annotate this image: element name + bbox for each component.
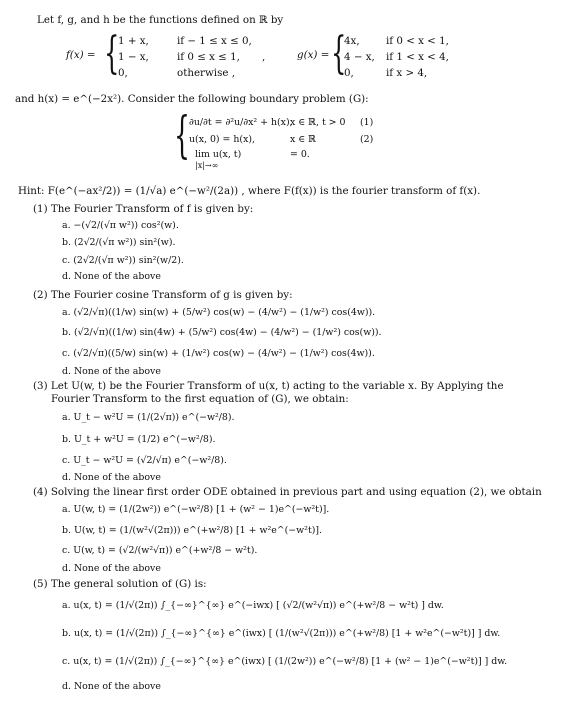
g-definition-lhs: g(x) =: [297, 49, 330, 61]
g-brace: {: [331, 28, 347, 79]
system-eq-1: ∂u/∂t = ∂²u/∂x² + h(x),: [189, 117, 293, 128]
g-case-1: 4x,: [344, 35, 360, 47]
question-3-option-b[interactable]: b. U_t + w²U = (1/2) e^(−w²/8).: [62, 434, 216, 445]
question-3-option-d[interactable]: d. None of the above: [62, 472, 161, 483]
h-definition: and h(x) = e^(−2x²). Consider the following boundary problem (G):: [15, 93, 369, 105]
question-3-option-a[interactable]: a. U_t − w²U = (1/(2√π)) e^(−w²/8).: [62, 412, 235, 423]
f-case-3: 0,: [118, 67, 128, 79]
definition-separator: ,: [262, 51, 266, 63]
question-3-stem: (3) Let U(w, t) be the Fourier Transform of u(x, t) acting to the variable x. By Applying the: [33, 380, 504, 392]
question-1-option-d[interactable]: d. None of the above: [62, 271, 161, 282]
question-1-option-b[interactable]: b. (2√2/(√π w²)) sin²(w).: [62, 237, 176, 248]
question-5-option-b[interactable]: b. u(x, t) = (1/√(2π)) ∫_{−∞}^{∞} e^(iwx) [ (1/(w²√(2π))) e^(+w²/8) [1 + w²e^(−w²t)] ] dw.: [62, 628, 501, 639]
hint-text: Hint: F(e^(−ax²/2)) = (1/√a) e^(−w²/(2a)) , where F(f(x)) is the fourier transform of f(x).: [18, 185, 481, 197]
intro-text: Let f, g, and h be the functions defined on ℝ by: [37, 14, 284, 26]
f-brace: {: [104, 28, 120, 79]
system-eq-2-tag: (2): [360, 134, 374, 145]
question-4-option-a[interactable]: a. U(w, t) = (1/(2w²)) e^(−w²/8) [1 + (w² − 1)e^(−w²t)].: [62, 504, 330, 515]
system-eq-1-domain: x ∈ ℝ, t > 0: [290, 117, 346, 128]
g-case-3: 0,: [344, 67, 354, 79]
question-4-option-b[interactable]: b. U(w, t) = (1/(w²√(2π))) e^(+w²/8) [1 + w²e^(−w²t)].: [62, 525, 323, 536]
question-1-stem: (1) The Fourier Transform of f is given by:: [33, 203, 254, 215]
question-3-stem-continued: Fourier Transform to the first equation of (G), we obtain:: [51, 393, 349, 405]
f-definition-lhs: f(x) =: [66, 49, 96, 61]
question-5-stem: (5) The general solution of (G) is:: [33, 578, 207, 590]
f-case-1: 1 + x,: [118, 35, 149, 47]
f-case-2: 1 − x,: [118, 51, 149, 63]
g-cond-2: if 1 < x < 4,: [386, 51, 449, 63]
system-eq-3-rhs: = 0.: [290, 149, 310, 160]
question-4-stem: (4) Solving the linear first order ODE obtained in previous part and using equation (2), we obtain: [33, 486, 542, 498]
question-2-option-d[interactable]: d. None of the above: [62, 366, 161, 377]
question-4-option-c[interactable]: c. U(w, t) = (√2/(w²√π)) e^(+w²/8 − w²t).: [62, 545, 258, 556]
g-cond-3: if x > 4,: [386, 67, 428, 79]
system-brace: {: [174, 106, 190, 164]
question-1-option-c[interactable]: c. (2√2/(√π w²)) sin²(w/2).: [62, 255, 184, 266]
g-cond-1: if 0 < x < 1,: [386, 35, 449, 47]
question-5-option-a[interactable]: a. u(x, t) = (1/√(2π)) ∫_{−∞}^{∞} e^(−iwx) [ (√2/(w²√π)) e^(+w²/8 − w²t) ] dw.: [62, 600, 444, 611]
question-5-option-c[interactable]: c. u(x, t) = (1/√(2π)) ∫_{−∞}^{∞} e^(iwx) [ (1/(2w²)) e^(−w²/8) [1 + (w² − 1)e^(−w²t)] ] dw.: [62, 656, 508, 667]
g-case-2: 4 − x,: [344, 51, 375, 63]
f-cond-1: if − 1 ≤ x ≤ 0,: [177, 35, 252, 47]
question-2-option-b[interactable]: b. (√2/√π)((1/w) sin(4w) + (5/w²) cos(4w) − (4/w²) − (1/w²) cos(w)).: [62, 327, 382, 338]
question-3-option-c[interactable]: c. U_t − w²U = (√2/√π) e^(−w²/8).: [62, 455, 227, 466]
question-2-option-a[interactable]: a. (√2/√π)((1/w) sin(w) + (5/w²) cos(w) − (4/w²) − (1/w²) cos(4w)).: [62, 307, 376, 318]
f-cond-3: otherwise ,: [177, 67, 236, 79]
system-eq-2: u(x, 0) = h(x),: [189, 134, 256, 145]
system-eq-3: lim u(x, t): [195, 149, 242, 160]
system-eq-2-domain: x ∈ ℝ: [290, 134, 316, 145]
question-2-option-c[interactable]: c. (√2/√π)((5/w) sin(w) + (1/w²) cos(w) − (4/w²) − (1/w²) cos(4w)).: [62, 348, 375, 359]
question-2-stem: (2) The Fourier cosine Transform of g is given by:: [33, 289, 293, 301]
question-1-option-a[interactable]: a. −(√2/(√π w²)) cos²(w).: [62, 220, 179, 231]
question-5-option-d[interactable]: d. None of the above: [62, 681, 161, 692]
f-cond-2: if 0 ≤ x ≤ 1,: [177, 51, 240, 63]
system-eq-1-tag: (1): [360, 117, 374, 128]
question-4-option-d[interactable]: d. None of the above: [62, 563, 161, 574]
system-eq-3-limit: |x|→∞: [195, 161, 219, 170]
